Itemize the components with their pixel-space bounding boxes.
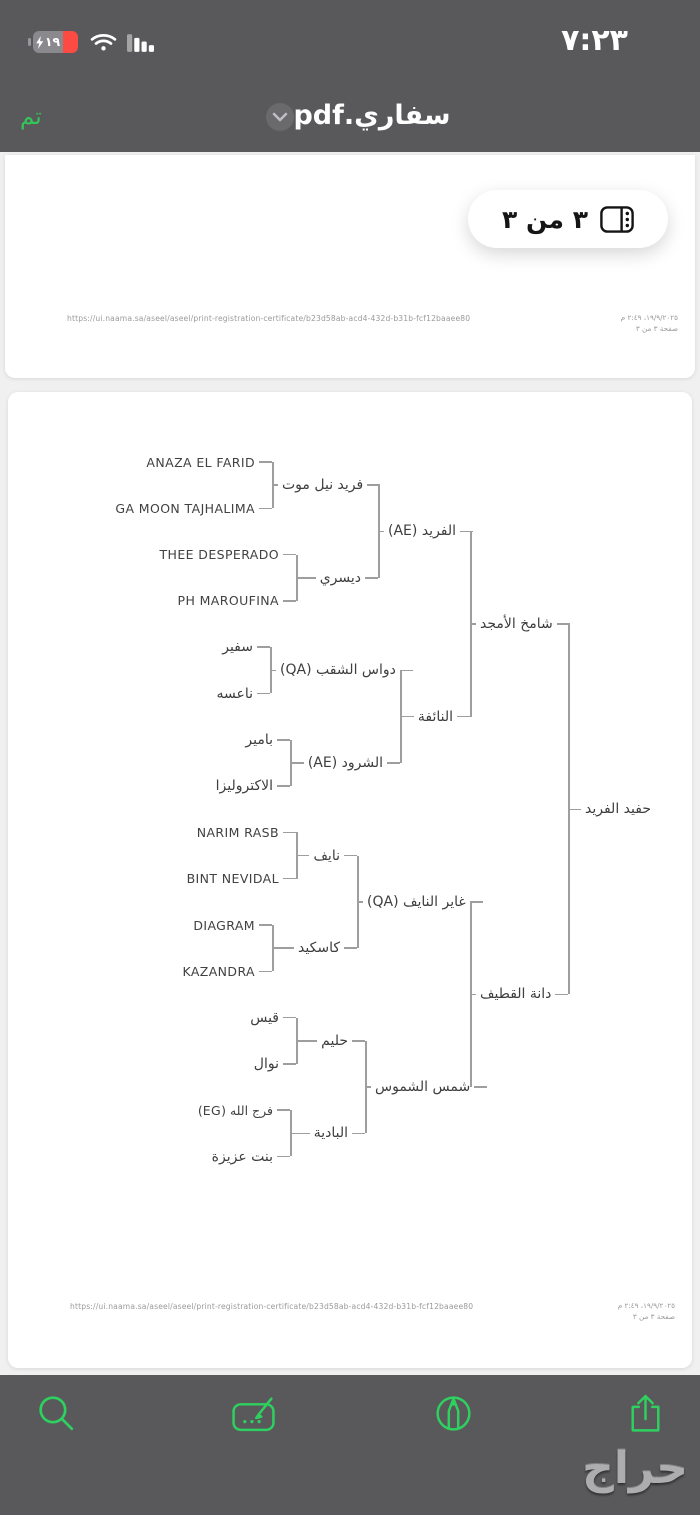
pedigree-tree <box>8 392 692 1368</box>
page-footer <box>70 1300 675 1322</box>
pedigree-node: نوال <box>253 1055 279 1072</box>
pedigree-node: قيس <box>250 1009 279 1026</box>
tree-node-row <box>63 636 270 658</box>
tree-node-row <box>63 775 290 797</box>
tree-connector-line <box>283 1017 296 1019</box>
chevron-down-button[interactable] <box>266 103 294 131</box>
tree-connector-line <box>352 1133 365 1135</box>
pedigree-node: الشرود (AE) <box>307 754 383 771</box>
tree-node-row <box>63 497 272 519</box>
pedigree-node: PH MAROUFINA <box>177 593 279 609</box>
pedigree-node: سفير <box>222 639 253 656</box>
tree-node-row <box>63 1099 290 1121</box>
tree-connector-line <box>277 785 290 787</box>
share-icon <box>623 1391 668 1436</box>
pedigree-node: ناعسه <box>216 685 253 702</box>
tree-node-row <box>63 1053 296 1075</box>
tree-connector-line <box>259 461 272 463</box>
tree-connector-line <box>283 600 296 602</box>
tree-connector-line <box>296 1040 317 1042</box>
tree-connector-line <box>344 947 357 949</box>
pedigree-node: بنت عزيزة <box>211 1148 273 1165</box>
chevron-down-icon <box>272 112 288 122</box>
tree-connector-line <box>296 577 316 579</box>
tree-connector-line <box>470 901 483 903</box>
pedigree-node: NARIM RASB <box>196 824 279 840</box>
tree-connector-line <box>400 670 413 672</box>
tree-connector-line <box>283 554 296 556</box>
pedigree-node: BINT NEVIDAL <box>186 871 279 887</box>
tree-node-row <box>272 937 357 959</box>
tree-connector-line <box>272 947 294 949</box>
tree-node-row <box>63 821 296 843</box>
pedigree-node: كاسكيد <box>298 940 340 957</box>
tree-bracket-line <box>290 1110 292 1156</box>
haraj-watermark: حراج <box>582 1443 688 1494</box>
pedigree-node: نايف <box>313 847 340 864</box>
markup-icon <box>231 1391 276 1436</box>
tree-node-row <box>63 451 272 473</box>
tree-bracket-line <box>365 1041 367 1134</box>
tree-node-row <box>63 729 290 751</box>
wifi-icon <box>90 32 117 52</box>
status-bar <box>0 0 700 85</box>
pedigree-node: DIAGRAM <box>193 917 255 933</box>
tree-bracket-line <box>296 555 298 601</box>
pedigree-node: البادية <box>313 1125 348 1142</box>
tree-connector-line <box>352 1040 365 1042</box>
tree-node-row <box>63 590 296 612</box>
tree-node-row <box>63 868 296 890</box>
markup-button[interactable] <box>223 1383 283 1443</box>
pedigree-node: KAZANDRA <box>182 963 255 979</box>
battery-percent: ١٩ <box>44 33 61 49</box>
tree-bracket-line <box>357 856 359 949</box>
page-footer <box>67 312 678 334</box>
tree-node-row <box>63 1007 296 1029</box>
pencil-circle-icon <box>431 1391 476 1436</box>
tree-connector-line <box>259 508 272 510</box>
tree-node-row <box>400 706 470 728</box>
tree-node-row <box>63 960 272 982</box>
pedigree-node: بامير <box>245 731 273 748</box>
pedigree-node: ANAZA EL FARID <box>146 454 255 470</box>
search-icon <box>34 1391 79 1436</box>
pdf-content-area <box>0 152 700 1375</box>
done-button[interactable]: تم <box>20 104 42 130</box>
pedigree-node: شامخ الأمجد <box>480 616 553 633</box>
pedigree-node: فريد نيل موت <box>282 477 364 494</box>
page-indicator[interactable] <box>468 190 668 248</box>
tree-connector-line <box>259 971 272 973</box>
pedigree-node: ديسري <box>319 569 361 586</box>
battery-cap <box>28 38 31 46</box>
tree-node-row <box>63 544 296 566</box>
tree-bracket-line <box>272 462 274 508</box>
tree-bracket-line <box>470 902 472 1087</box>
tree-node-row <box>568 798 690 820</box>
footer-date-block <box>621 312 678 334</box>
pedigree-node: حفيد الفريد <box>585 801 651 818</box>
tree-bracket-line <box>378 485 380 578</box>
tree-node-row <box>272 474 378 496</box>
tree-connector-line <box>283 878 296 880</box>
pedigree-node: شمس الشموس <box>375 1079 471 1096</box>
pedigree-node: دواس الشقب (QA) <box>280 662 396 679</box>
share-button[interactable] <box>615 1383 675 1443</box>
tree-node-row <box>470 983 568 1005</box>
tree-bracket-line <box>296 1018 298 1064</box>
pencil-button[interactable] <box>423 1383 483 1443</box>
tree-connector-line <box>457 716 470 718</box>
footer-datetime: ١٩/٩/٢٠٢٥، ٢:٤٩ م <box>620 313 678 322</box>
tree-node-row <box>470 613 568 635</box>
tree-node-row <box>296 567 378 589</box>
footer-url: https://ui.naama.sa/aseel/aseel/print-registration-certificate/b23d58ab-acd4-432d-b31b-fcf12baaee80 <box>67 314 471 323</box>
tree-connector-line <box>277 1109 290 1111</box>
battery-red-zone <box>63 31 78 53</box>
footer-datetime: ١٩/٩/٢٠٢٥، ٢:٤٩ م <box>617 1301 675 1310</box>
tree-connector-line <box>290 762 304 764</box>
status-icons <box>28 22 154 62</box>
tree-connector-line <box>277 1156 290 1158</box>
search-button[interactable] <box>26 1383 86 1443</box>
footer-page-label: صفحة ٣ من ٣ <box>632 1312 675 1321</box>
tree-node-row <box>290 1122 365 1144</box>
pedigree-node: النائفة <box>417 708 453 725</box>
tree-bracket-line <box>270 647 272 693</box>
tree-connector-line <box>283 1063 296 1065</box>
tree-connector-line <box>474 1086 487 1088</box>
clock-time: ٧:٢٣ <box>561 23 628 58</box>
tree-connector-line <box>277 739 290 741</box>
pedigree-node: الفريد (AE) <box>388 523 457 540</box>
pedigree-node: غاير النايف (QA) <box>367 893 466 910</box>
tree-node-row <box>290 752 400 774</box>
tree-node-row <box>63 914 272 936</box>
tree-node-row <box>63 1146 290 1168</box>
footer-date-block <box>618 1300 675 1322</box>
tree-connector-line <box>387 762 400 764</box>
pedigree-node: دانة القطيف <box>480 986 552 1003</box>
tree-connector-line <box>257 646 270 648</box>
tree-connector-line <box>400 716 414 718</box>
tree-bracket-line <box>296 832 298 878</box>
pedigree-node: الاكتروليزا <box>215 778 273 795</box>
tree-node-row <box>378 520 470 542</box>
page-indicator-label: ٣ من ٣ <box>502 204 588 234</box>
tree-connector-line <box>344 855 357 857</box>
tree-connector-line <box>283 832 296 834</box>
tree-node-row <box>296 845 357 867</box>
document-title: سفاري.pdf <box>293 100 451 131</box>
title-bar <box>0 85 700 153</box>
pdf-page-3 <box>8 392 692 1368</box>
tree-connector-line <box>290 1133 310 1135</box>
tree-bracket-line <box>470 531 472 716</box>
battery-level <box>33 31 63 53</box>
tree-node-row <box>270 659 400 681</box>
tree-node-row <box>357 891 470 913</box>
tree-connector-line <box>257 693 270 695</box>
tree-connector-line <box>365 577 378 579</box>
tree-bracket-line <box>568 624 570 994</box>
pdf-page-2-bottom <box>5 155 695 378</box>
footer-page-label: صفحة ٣ من ٣ <box>635 324 678 333</box>
pedigree-node: THEE DESPERADO <box>159 547 279 563</box>
bottom-toolbar <box>0 1375 700 1515</box>
tree-bracket-line <box>400 670 402 763</box>
tree-bracket-line <box>272 925 274 971</box>
battery-icon <box>28 30 80 54</box>
pedigree-node: حليم <box>321 1032 348 1049</box>
tree-node-row <box>296 1030 365 1052</box>
tree-node-row <box>63 683 270 705</box>
pedigree-node: GA MOON TAJHALIMA <box>115 500 255 516</box>
thumbnails-icon <box>600 206 634 233</box>
charging-bolt-icon <box>36 36 44 49</box>
tree-connector-line <box>568 809 581 811</box>
tree-bracket-line <box>290 740 292 786</box>
tree-connector-line <box>555 994 568 996</box>
tree-node-row <box>365 1076 470 1098</box>
tree-connector-line <box>296 855 309 857</box>
footer-url: https://ui.naama.sa/aseel/aseel/print-registration-certificate/b23d58ab-acd4-432d-b31b-fcf12baaee80 <box>70 1302 474 1311</box>
tree-connector-line <box>259 924 272 926</box>
battery-body <box>33 31 78 53</box>
pedigree-node: فرج الله (EG) <box>197 1102 273 1118</box>
cellular-signal-icon <box>127 33 154 52</box>
